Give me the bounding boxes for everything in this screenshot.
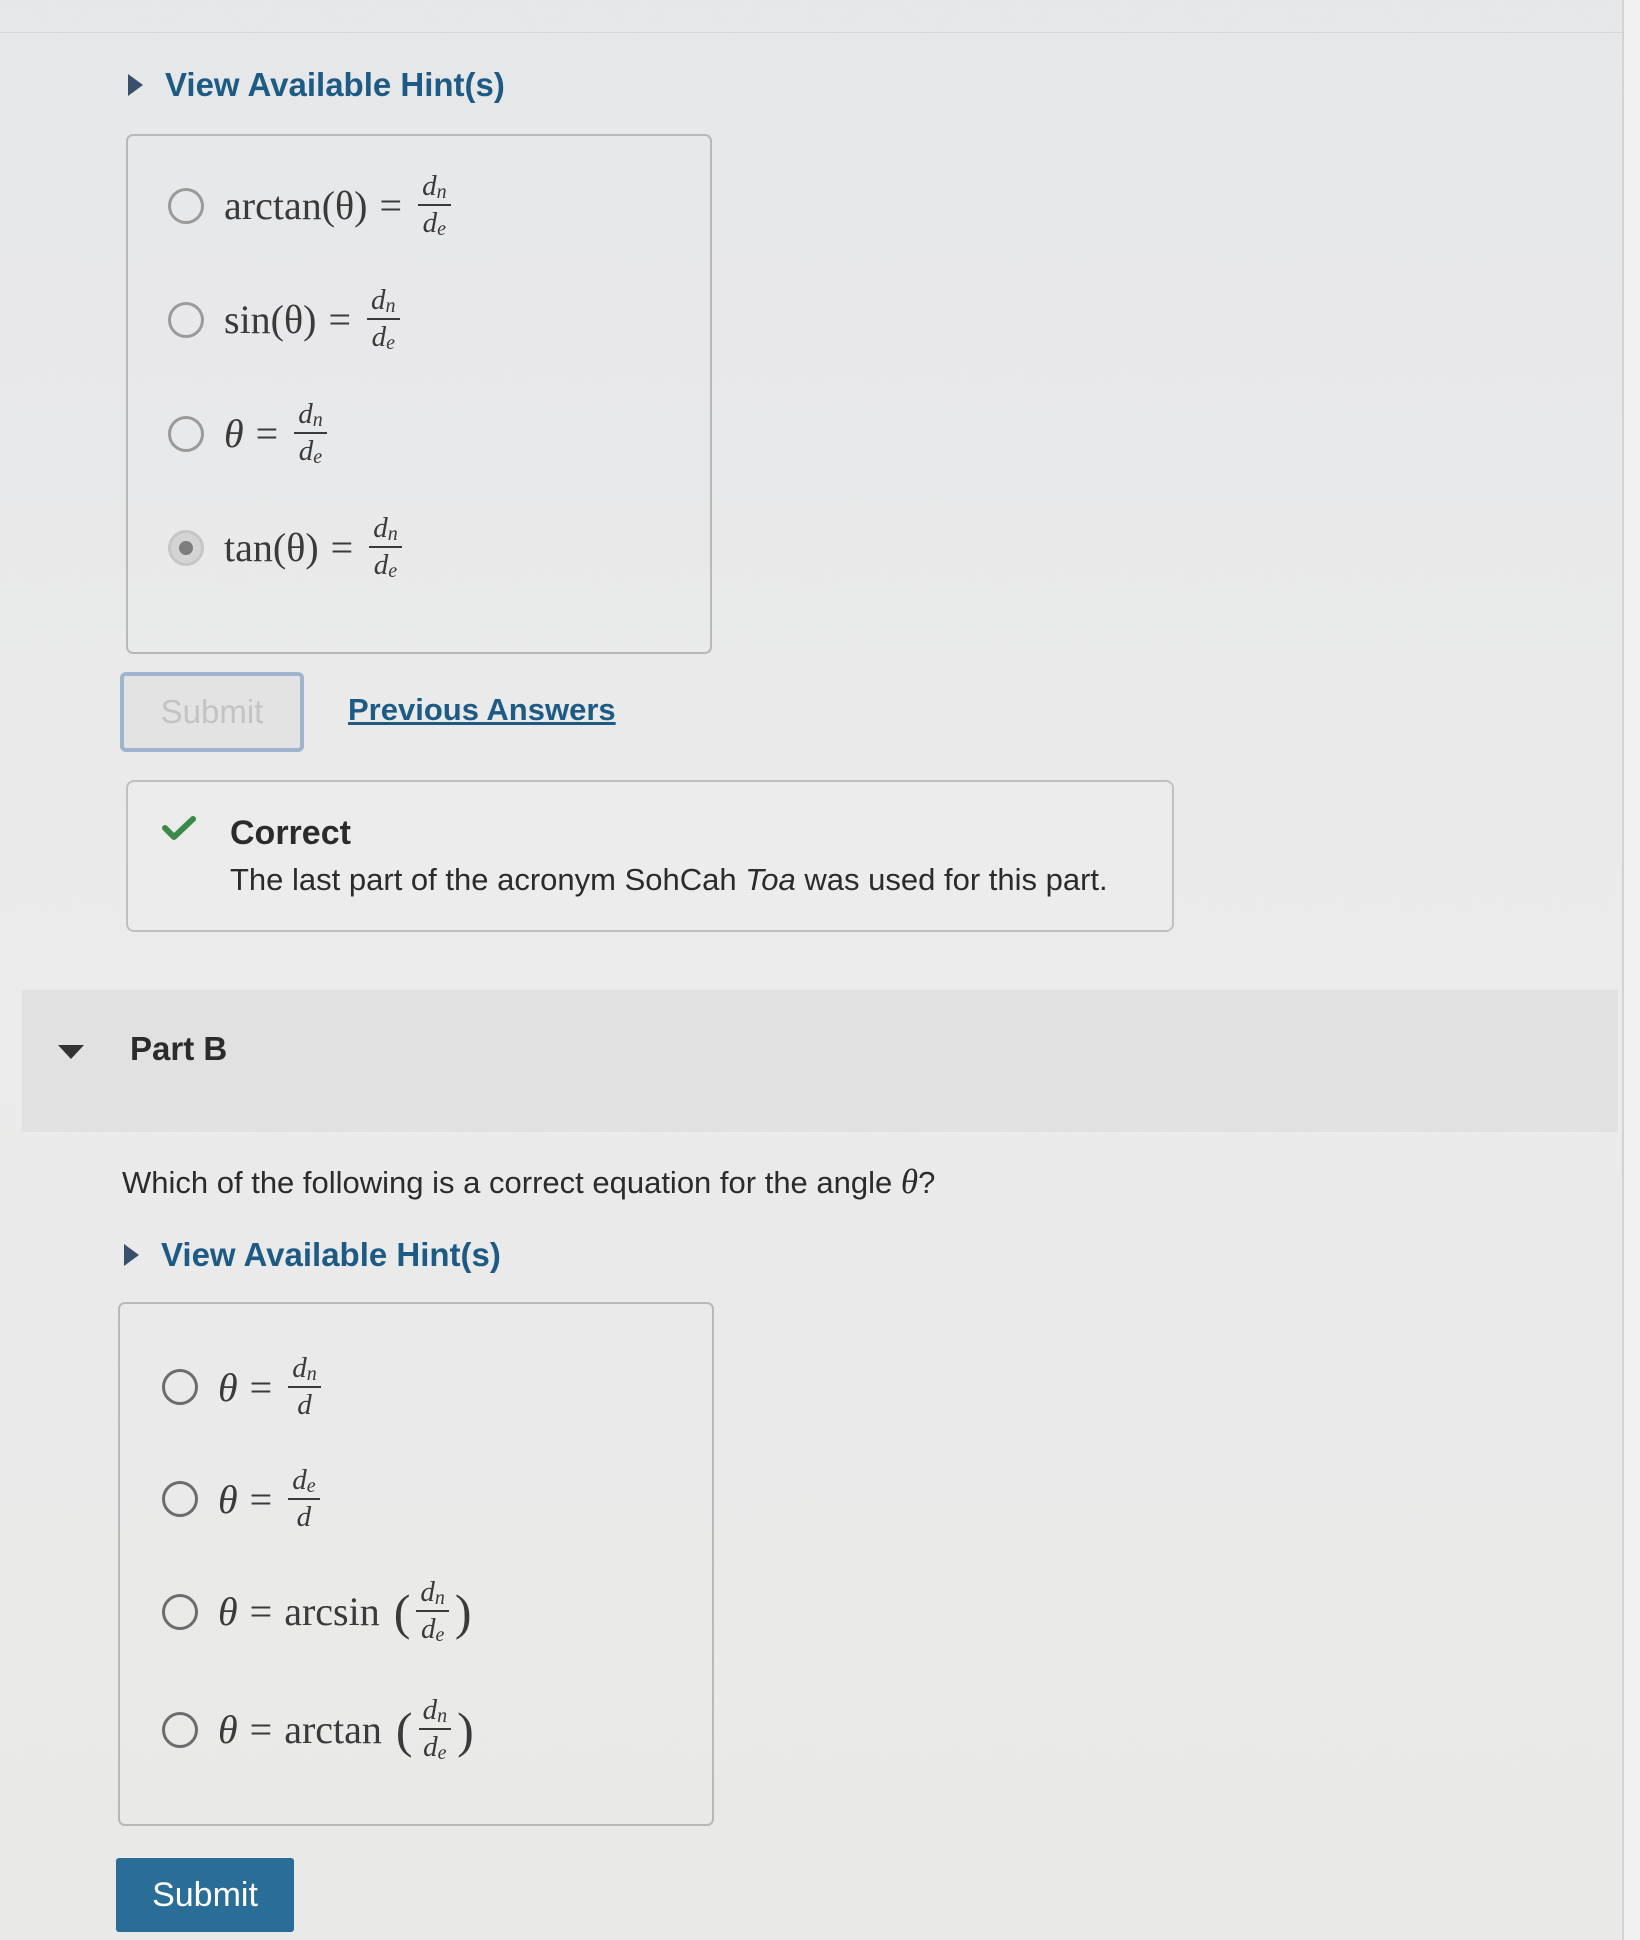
option-math: tan(θ) = $\frac{d_n}{d_e}$: [224, 514, 406, 581]
part-a-option-theta[interactable]: [168, 400, 331, 467]
part-a-hint-toggle[interactable]: [128, 66, 505, 104]
part-a-option-sin[interactable]: [168, 286, 404, 353]
option-math: θ = arcsin ( $\frac{d_n}{d_e}$ ): [218, 1576, 472, 1646]
option-math: arctan(θ) = $\frac{d_n}{d_e}$: [224, 172, 455, 239]
radio-button[interactable]: [162, 1712, 198, 1748]
option-math: θ = $\frac{d_n}{d}$: [218, 1354, 325, 1420]
radio-button[interactable]: [168, 302, 204, 338]
part-b-submit-button[interactable]: Submit: [116, 1858, 294, 1932]
part-b-option-arcsin[interactable]: [162, 1578, 474, 1645]
fraction: $\frac{d_n}{d_e}$: [367, 286, 400, 353]
hint-toggle-label: View Available Hint(s): [165, 66, 505, 103]
part-b-title: Part B: [130, 1030, 228, 1067]
option-math: θ = $\frac{d_e}{d}$: [218, 1466, 324, 1532]
part-b-option-de-over-d[interactable]: [162, 1466, 324, 1532]
fraction: $\frac{d_n}{d}$: [288, 1354, 321, 1420]
radio-button[interactable]: [162, 1481, 198, 1517]
fraction: $\frac{d_n}{d_e}$: [419, 1696, 452, 1763]
part-b-header[interactable]: [22, 990, 1618, 1132]
part-a-option-arctan[interactable]: [168, 172, 455, 239]
top-divider: [0, 32, 1622, 33]
part-b-hint-toggle[interactable]: [124, 1236, 501, 1274]
part-b-question: Which of the following is a correct equation for the angle θ?: [122, 1162, 936, 1201]
fraction: $\frac{d_n}{d_e}$: [294, 400, 327, 467]
radio-button[interactable]: [168, 188, 204, 224]
triangle-right-icon: [124, 1244, 139, 1266]
part-a-submit-button-disabled[interactable]: Submit: [120, 672, 304, 752]
radio-button[interactable]: [162, 1594, 198, 1630]
feedback-correct-panel: [126, 780, 1174, 932]
page-edge: [1622, 0, 1640, 1940]
triangle-right-icon: [128, 74, 143, 96]
hint-toggle-label: View Available Hint(s): [161, 1236, 501, 1273]
radio-button-selected[interactable]: [168, 530, 204, 566]
previous-answers-link[interactable]: Previous Answers: [348, 692, 616, 727]
part-b-option-arctan[interactable]: [162, 1696, 476, 1763]
part-a-options-box: [126, 134, 712, 654]
part-b-options-box: [118, 1302, 714, 1826]
part-a-option-tan[interactable]: [168, 514, 406, 581]
fraction: $\frac{d_n}{d_e}$: [418, 172, 451, 239]
radio-button[interactable]: [168, 416, 204, 452]
radio-button[interactable]: [162, 1369, 198, 1405]
fraction: $\frac{d_n}{d_e}$: [416, 1578, 449, 1645]
option-math: θ = arctan ( $\frac{d_n}{d_e}$ ): [218, 1694, 474, 1764]
option-math: θ = $\frac{d_n}{d_e}$: [224, 400, 331, 467]
checkmark-icon: [162, 816, 196, 840]
fraction: $\frac{d_e}{d}$: [288, 1466, 319, 1532]
triangle-down-icon[interactable]: [58, 1045, 84, 1059]
part-b-option-dn-over-d[interactable]: [162, 1354, 325, 1420]
option-math: sin(θ) = $\frac{d_n}{d_e}$: [224, 286, 404, 353]
fraction: $\frac{d_n}{d_e}$: [369, 514, 402, 581]
feedback-title: Correct: [230, 814, 351, 852]
feedback-text: The last part of the acronym SohCah Toa was used for this part.: [230, 862, 1108, 897]
